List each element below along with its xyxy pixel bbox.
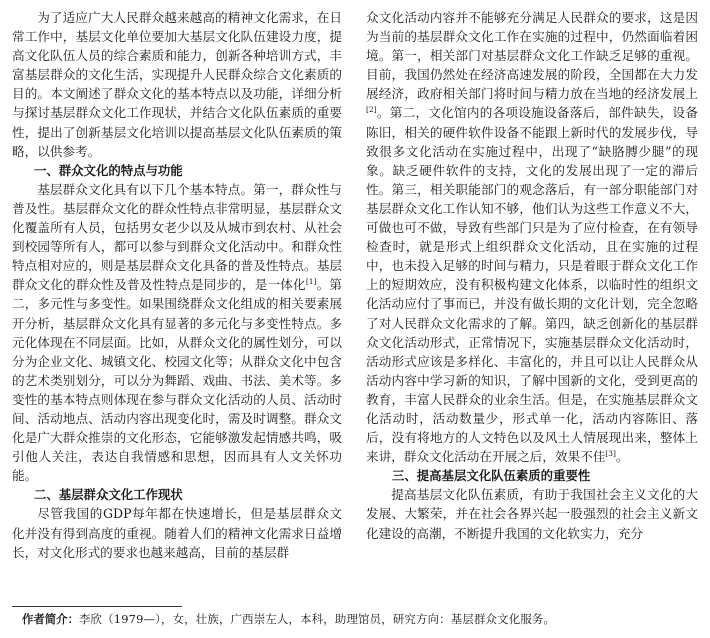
intro-paragraph: 为了适应广大人民群众越来越高的精神文化需求，在日常工作中，基层文化单位要加大基层文化队伍建设力度，提高文化队伍人员的综合素质和能力，创新各种培训方式，丰富基层群众的文化生活，实现提升人民群众综合文化素质的目的。本文阐述了群众文化的基本特点以及功能，详细分析与探讨基层群众文化工作现状，并结合文化队伍素质的重要性，提出了创新基层文化培训以提高基层文化队伍素质的策略，以供参考。 bbox=[12, 10, 342, 159]
left-column bbox=[12, 8, 342, 608]
section-heading-1: 一、群众文化的特点与功能 bbox=[34, 162, 183, 178]
section2-text-a: 众文化活动内容并不能够充分满足人民群众的要求，这是因为当前的基层群众文化工作在实施的过程中，仍然面临着困境。第一，相关部门对基层群众文化工作缺乏足够的重视。目前，我国仍然处在经济高速发展的阶段，全国都在大力发展经济，政府相关部门将时间与精力放在当地的经济发展上 bbox=[366, 10, 698, 102]
author-label: 作者简介： bbox=[22, 612, 79, 626]
author-info: 李欣（1979—），女，壮族，广西崇左人，本科，助理馆员，研究方向：基层群众文化服务。 bbox=[78, 612, 556, 626]
citation-ref-1: [1] bbox=[305, 277, 317, 287]
right-column bbox=[366, 8, 698, 596]
section-heading-2: 二、基层群众文化工作现状 bbox=[34, 487, 183, 503]
section1-text-a: 基层群众文化具有以下几个基本特点。第一，群众性与普及性。基层群众文化的群众性特点非常明显，基层群众文化覆盖所有人员，包括男女老少以及从城市到农村、从社会到校园等所有人，都可以参与到群众文化活动中。和群众性特点相对应的，则是基层群众文化具备的普及性特点。基层群众文化的群众性及普及性特点是同步的，是一体化 bbox=[12, 181, 342, 293]
section3-paragraph: 提高基层文化队伍素质，有助于我国社会主义文化的大发展、大繁荣，并在社会各界兴起一股强烈的社会主义新文化建设的高潮，不断提升我国的文化软实力，充分 bbox=[366, 487, 698, 541]
citation-ref-2: [2] bbox=[366, 105, 377, 115]
section1-text-b: 。第二，多元性与多变性。如果围绕群众文化组成的相关要素展开分析，基层群众文化具有显著的多元化与多变性特点。多元化体现在不同层面。比如，从群众文化的属性划分，可以分为企业文化、城镇文化、校园文化等；从群众文化中包含的艺术类别划分，可以分为舞蹈、戏曲、书法、美术等。多变性的基本特点则体现在参与群众文化活动的人员、活动时间、活动地点、活动内容出现变化时，需及时调整。群众文化是广大群众推崇的文化形态，它能够激发起情感共鸣，吸引他人关注，表达自我情感和思想，因而具有人文关怀功能。 bbox=[12, 277, 342, 484]
section-heading-3: 三、提高基层文化队伍素质的重要性 bbox=[392, 468, 591, 484]
footnote-divider bbox=[12, 606, 182, 607]
author-footnote bbox=[22, 611, 702, 627]
section2-paragraph: 尽管我国的GDP每年都在快速增长，但是基层群众文化并没有得到高度的重视。随着人们的精神文化需求日益增长，对文化形式的要求也越来越高，目前的基层群 bbox=[12, 506, 342, 560]
section1-paragraph bbox=[12, 180, 342, 486]
section2-continued-paragraph bbox=[366, 8, 698, 466]
section2-text-end: 。 bbox=[615, 449, 629, 465]
citation-ref-3: [3] bbox=[605, 449, 616, 459]
section2-text-b: 。第二，文化馆内的各项设施设备落后，部件缺失，设备陈旧，相关的硬件软件设备不能跟上新时代的发展步伐，导致很多文化活动在实施过程中，出现了“缺胳膊少腿”的现象。缺乏硬件软件的支持，文化的发展出现了一定的滞后性。第三，相关职能部门的观念落后，有一部分职能部门对基层群众文化工作认知不够，他们认为这些工作意义不大，可做也可不做，导致有些部门只是为了应付检查，在有领导检查时，就是形式上组织群众文化活动，且在实施的过程中，也未投入足够的时间与精力，只是着眼于群众文化工作上的短期效应，没有积极构建文化体系，以临时性的组织文化活动应付了事而已，并没有做长期的文化计划，完全忽略了对人民群众文化需求的了解。第四，缺乏创新化的基层群众文化活动形式，正常情况下，实施基层群众文化活动时，活动形式应该是多样化、丰富化的，并且可以让人民群众从活动内容中学习新的知识，了解中国新的文化，受到更高的教育，丰富人民群众的业余生活。但是，在实施基层群众文化活动时，活动数量少，形式单一化，活动内容陈旧、落后，没有将地方的人文特色以及风土人情展现出来，整体上来讲，群众文化活动在开展之后，效果不佳 bbox=[366, 105, 698, 465]
